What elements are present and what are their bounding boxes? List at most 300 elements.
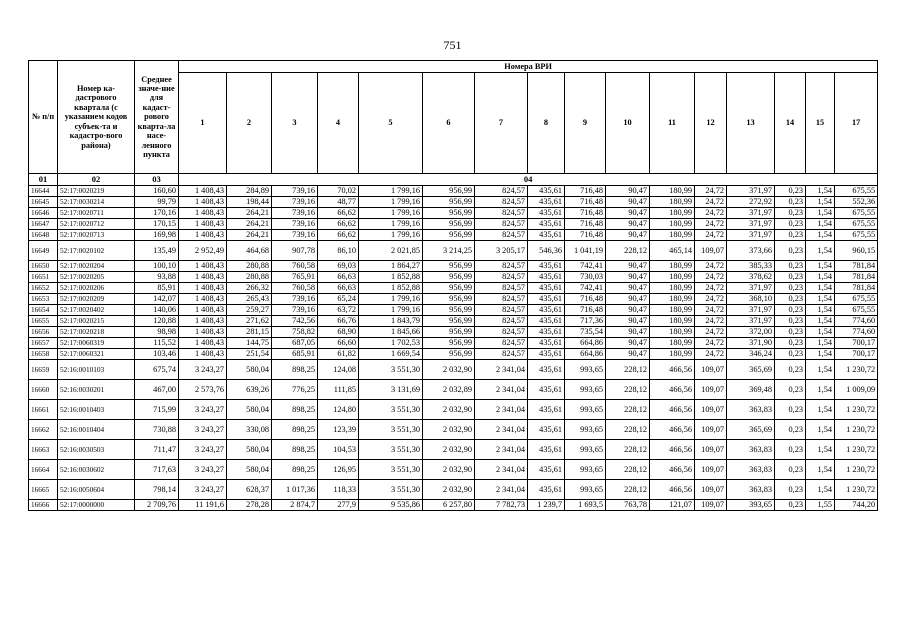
vri-10-cell: 228,12: [606, 420, 650, 440]
vri-17-cell: 781,84: [835, 261, 878, 272]
vri-14-cell: 0,23: [775, 197, 806, 208]
vri-15-cell: 1,54: [806, 338, 835, 349]
vri-15-cell: 1,55: [806, 500, 835, 511]
row-number-cell: 16663: [29, 440, 58, 460]
vri-3-cell: 739,16: [272, 197, 318, 208]
vri-9-cell: 993,65: [565, 480, 606, 500]
vri-9-cell: 993,65: [565, 360, 606, 380]
vri-8-cell: 435,61: [528, 327, 565, 338]
vri-14-cell: 0,23: [775, 186, 806, 197]
vri-17-cell: 781,84: [835, 283, 878, 294]
vri-2-cell: 580,04: [227, 360, 272, 380]
header-vri-3: 3: [272, 73, 318, 174]
vri-14-cell: 0,23: [775, 380, 806, 400]
vri-11-cell: 180,99: [650, 349, 695, 360]
vri-5-cell: 1 799,16: [359, 208, 423, 219]
average-value-cell: 730,88: [135, 420, 179, 440]
vri-7-cell: 2 341,04: [475, 480, 528, 500]
row-number-cell: 16665: [29, 480, 58, 500]
average-value-cell: 715,99: [135, 400, 179, 420]
vri-11-cell: 466,56: [650, 440, 695, 460]
vri-12-cell: 24,72: [695, 294, 727, 305]
vri-15-cell: 1,54: [806, 420, 835, 440]
vri-1-cell: 1 408,43: [179, 219, 227, 230]
vri-7-cell: 2 341,04: [475, 460, 528, 480]
vri-2-cell: 628,37: [227, 480, 272, 500]
table-row: [29, 440, 878, 460]
vri-8-cell: 435,61: [528, 197, 565, 208]
average-value-cell: 135,49: [135, 241, 179, 261]
vri-15-cell: 1,54: [806, 241, 835, 261]
vri-2-cell: 144,75: [227, 338, 272, 349]
header-vri-7: 7: [475, 73, 528, 174]
vri-1-cell: 11 191,6: [179, 500, 227, 511]
vri-7-cell: 7 782,73: [475, 500, 528, 511]
vri-3-cell: 898,25: [272, 460, 318, 480]
vri-11-cell: 180,99: [650, 272, 695, 283]
vri-12-cell: 109,07: [695, 440, 727, 460]
vri-8-cell: 435,61: [528, 460, 565, 480]
vri-2-cell: 580,04: [227, 460, 272, 480]
index-02: 02: [58, 174, 135, 186]
vri-5-cell: 3 131,69: [359, 380, 423, 400]
vri-13-cell: 368,10: [727, 294, 775, 305]
vri-4-cell: 66,63: [318, 283, 359, 294]
vri-12-cell: 109,07: [695, 400, 727, 420]
vri-1-cell: 1 408,43: [179, 294, 227, 305]
average-value-cell: 160,60: [135, 186, 179, 197]
cadastral-quarter-cell: 52:16:0030201: [58, 380, 135, 400]
vri-8-cell: 435,61: [528, 400, 565, 420]
average-value-cell: 467,00: [135, 380, 179, 400]
vri-8-cell: 435,61: [528, 440, 565, 460]
vri-13-cell: 378,62: [727, 272, 775, 283]
vri-2-cell: 265,43: [227, 294, 272, 305]
vri-17-cell: 1 230,72: [835, 440, 878, 460]
vri-11-cell: 180,99: [650, 305, 695, 316]
vri-12-cell: 24,72: [695, 230, 727, 241]
row-number-cell: 16661: [29, 400, 58, 420]
vri-10-cell: 90,47: [606, 349, 650, 360]
vri-13-cell: 371,97: [727, 316, 775, 327]
table-row: [29, 460, 878, 480]
vri-15-cell: 1,54: [806, 272, 835, 283]
vri-8-cell: 435,61: [528, 219, 565, 230]
vri-10-cell: 90,47: [606, 186, 650, 197]
vri-8-cell: 435,61: [528, 272, 565, 283]
header-vri-group: Номера ВРИ: [179, 61, 878, 73]
vri-17-cell: 675,55: [835, 219, 878, 230]
vri-4-cell: 124,80: [318, 400, 359, 420]
vri-10-cell: 763,78: [606, 500, 650, 511]
vri-3-cell: 898,25: [272, 360, 318, 380]
vri-1-cell: 3 243,27: [179, 360, 227, 380]
vri-7-cell: 2 341,04: [475, 440, 528, 460]
vri-6-cell: 956,99: [423, 305, 475, 316]
vri-12-cell: 109,07: [695, 360, 727, 380]
vri-1-cell: 3 243,27: [179, 440, 227, 460]
vri-2-cell: 264,21: [227, 208, 272, 219]
vri-11-cell: 466,56: [650, 380, 695, 400]
vri-9-cell: 993,65: [565, 400, 606, 420]
row-number-cell: 16662: [29, 420, 58, 440]
vri-9-cell: 664,86: [565, 349, 606, 360]
cadastral-quarter-cell: 52:17:0020218: [58, 327, 135, 338]
cadastral-quarter-cell: 52:17:0020204: [58, 261, 135, 272]
vri-10-cell: 90,47: [606, 316, 650, 327]
vri-3-cell: 687,05: [272, 338, 318, 349]
table-row: [29, 294, 878, 305]
row-number-cell: 16647: [29, 219, 58, 230]
vri-5-cell: 1 669,54: [359, 349, 423, 360]
vri-12-cell: 24,72: [695, 349, 727, 360]
vri-5-cell: 1 843,79: [359, 316, 423, 327]
vri-14-cell: 0,23: [775, 283, 806, 294]
vri-2-cell: 278,28: [227, 500, 272, 511]
table-row: [29, 380, 878, 400]
header-vri-6: 6: [423, 73, 475, 174]
vri-15-cell: 1,54: [806, 208, 835, 219]
vri-12-cell: 24,72: [695, 283, 727, 294]
vri-4-cell: 70,02: [318, 186, 359, 197]
vri-17-cell: 675,55: [835, 294, 878, 305]
vri-13-cell: 373,66: [727, 241, 775, 261]
table-row: [29, 230, 878, 241]
vri-6-cell: 956,99: [423, 327, 475, 338]
vri-6-cell: 2 032,89: [423, 380, 475, 400]
vri-14-cell: 0,23: [775, 294, 806, 305]
cadastral-quarter-cell: 52:17:0020219: [58, 186, 135, 197]
page-number: 751: [443, 38, 462, 52]
vri-15-cell: 1,54: [806, 283, 835, 294]
vri-2-cell: 251,54: [227, 349, 272, 360]
vri-8-cell: 435,61: [528, 338, 565, 349]
vri-14-cell: 0,23: [775, 420, 806, 440]
table-row: [29, 219, 878, 230]
cadastral-quarter-cell: 52:17:0020402: [58, 305, 135, 316]
vri-11-cell: 466,56: [650, 400, 695, 420]
vri-6-cell: 956,99: [423, 294, 475, 305]
vri-3-cell: 739,16: [272, 305, 318, 316]
vri-4-cell: 86,10: [318, 241, 359, 261]
vri-10-cell: 90,47: [606, 230, 650, 241]
header-vri-5: 5: [359, 73, 423, 174]
vri-12-cell: 24,72: [695, 338, 727, 349]
vri-2-cell: 281,15: [227, 327, 272, 338]
vri-8-cell: 435,61: [528, 230, 565, 241]
vri-8-cell: 435,61: [528, 261, 565, 272]
vri-6-cell: 6 257,80: [423, 500, 475, 511]
vri-13-cell: 363,83: [727, 480, 775, 500]
row-number-cell: 16652: [29, 283, 58, 294]
vri-13-cell: 393,65: [727, 500, 775, 511]
vri-5-cell: 1 799,16: [359, 305, 423, 316]
vri-10-cell: 90,47: [606, 327, 650, 338]
vri-10-cell: 228,12: [606, 440, 650, 460]
vri-5-cell: 3 551,30: [359, 460, 423, 480]
vri-14-cell: 0,23: [775, 208, 806, 219]
average-value-cell: 100,10: [135, 261, 179, 272]
vri-15-cell: 1,54: [806, 460, 835, 480]
vri-1-cell: 3 243,27: [179, 460, 227, 480]
vri-11-cell: 466,56: [650, 420, 695, 440]
average-value-cell: 115,52: [135, 338, 179, 349]
vri-14-cell: 0,23: [775, 440, 806, 460]
vri-12-cell: 109,07: [695, 480, 727, 500]
vri-3-cell: 898,25: [272, 400, 318, 420]
cadastral-quarter-cell: 52:16:0030503: [58, 440, 135, 460]
vri-8-cell: 435,61: [528, 360, 565, 380]
vri-3-cell: 742,56: [272, 316, 318, 327]
vri-5-cell: 1 852,88: [359, 283, 423, 294]
vri-2-cell: 284,89: [227, 186, 272, 197]
vri-15-cell: 1,54: [806, 186, 835, 197]
row-number-cell: 16666: [29, 500, 58, 511]
cadastral-quarter-cell: 52:16:0010404: [58, 420, 135, 440]
vri-6-cell: 956,99: [423, 230, 475, 241]
vri-6-cell: 956,99: [423, 272, 475, 283]
index-03: 03: [135, 174, 179, 186]
vri-8-cell: 435,61: [528, 186, 565, 197]
vri-13-cell: 371,97: [727, 305, 775, 316]
table-row: [29, 480, 878, 500]
vri-10-cell: 90,47: [606, 283, 650, 294]
vri-3-cell: 907,78: [272, 241, 318, 261]
vri-14-cell: 0,23: [775, 327, 806, 338]
vri-4-cell: 118,33: [318, 480, 359, 500]
vri-9-cell: 993,65: [565, 460, 606, 480]
vri-6-cell: 956,99: [423, 197, 475, 208]
average-value-cell: 99,79: [135, 197, 179, 208]
vri-1-cell: 3 243,27: [179, 480, 227, 500]
vri-6-cell: 2 032,90: [423, 440, 475, 460]
average-value-cell: 169,98: [135, 230, 179, 241]
vri-15-cell: 1,54: [806, 294, 835, 305]
row-number-cell: 16651: [29, 272, 58, 283]
vri-12-cell: 24,72: [695, 316, 727, 327]
vri-5-cell: 1 864,27: [359, 261, 423, 272]
header-vri-10: 10: [606, 73, 650, 174]
vri-13-cell: 363,83: [727, 460, 775, 480]
vri-13-cell: 371,97: [727, 283, 775, 294]
vri-12-cell: 24,72: [695, 186, 727, 197]
vri-6-cell: 956,99: [423, 349, 475, 360]
cadastral-quarter-cell: 52:17:0020205: [58, 272, 135, 283]
vri-15-cell: 1,54: [806, 400, 835, 420]
vri-8-cell: 435,61: [528, 349, 565, 360]
average-value-cell: 140,06: [135, 305, 179, 316]
vri-11-cell: 466,56: [650, 360, 695, 380]
vri-12-cell: 24,72: [695, 305, 727, 316]
row-number-cell: 16644: [29, 186, 58, 197]
vri-9-cell: 1 693,5: [565, 500, 606, 511]
vri-17-cell: 744,20: [835, 500, 878, 511]
row-number-cell: 16659: [29, 360, 58, 380]
vri-6-cell: 956,99: [423, 316, 475, 327]
vri-7-cell: 824,57: [475, 316, 528, 327]
vri-7-cell: 2 341,04: [475, 360, 528, 380]
vri-13-cell: 385,33: [727, 261, 775, 272]
vri-7-cell: 824,57: [475, 230, 528, 241]
average-value-cell: 711,47: [135, 440, 179, 460]
vri-7-cell: 824,57: [475, 294, 528, 305]
vri-17-cell: 700,17: [835, 338, 878, 349]
cadastral-quarter-cell: 52:17:0060319: [58, 338, 135, 349]
table-row: [29, 186, 878, 197]
vri-17-cell: 1 230,72: [835, 480, 878, 500]
vri-17-cell: 675,55: [835, 305, 878, 316]
vri-8-cell: 546,36: [528, 241, 565, 261]
vri-15-cell: 1,54: [806, 380, 835, 400]
vri-9-cell: 1 041,19: [565, 241, 606, 261]
vri-2-cell: 464,68: [227, 241, 272, 261]
vri-6-cell: 956,99: [423, 283, 475, 294]
vri-9-cell: 993,65: [565, 380, 606, 400]
index-04: 04: [179, 174, 878, 186]
vri-5-cell: 3 551,30: [359, 440, 423, 460]
vri-6-cell: 3 214,25: [423, 241, 475, 261]
vri-15-cell: 1,54: [806, 360, 835, 380]
vri-13-cell: 272,92: [727, 197, 775, 208]
vri-9-cell: 716,48: [565, 230, 606, 241]
vri-15-cell: 1,54: [806, 440, 835, 460]
vri-14-cell: 0,23: [775, 261, 806, 272]
average-value-cell: 85,91: [135, 283, 179, 294]
vri-1-cell: 1 408,43: [179, 283, 227, 294]
table-row: [29, 360, 878, 380]
vri-11-cell: 180,99: [650, 316, 695, 327]
vri-7-cell: 824,57: [475, 272, 528, 283]
vri-12-cell: 24,72: [695, 261, 727, 272]
vri-4-cell: 123,39: [318, 420, 359, 440]
vri-9-cell: 730,03: [565, 272, 606, 283]
vri-11-cell: 180,99: [650, 208, 695, 219]
row-number-cell: 16646: [29, 208, 58, 219]
vri-12-cell: 24,72: [695, 272, 727, 283]
vri-15-cell: 1,54: [806, 305, 835, 316]
vri-8-cell: 435,61: [528, 208, 565, 219]
vri-15-cell: 1,54: [806, 316, 835, 327]
cadastral-quarter-cell: 52:17:0000000: [58, 500, 135, 511]
vri-3-cell: 776,25: [272, 380, 318, 400]
vri-11-cell: 180,99: [650, 283, 695, 294]
vri-17-cell: 675,55: [835, 208, 878, 219]
vri-3-cell: 685,91: [272, 349, 318, 360]
vri-7-cell: 824,57: [475, 261, 528, 272]
vri-12-cell: 109,07: [695, 500, 727, 511]
vri-15-cell: 1,54: [806, 261, 835, 272]
vri-15-cell: 1,54: [806, 197, 835, 208]
row-number-cell: 16657: [29, 338, 58, 349]
vri-11-cell: 180,99: [650, 186, 695, 197]
header-vri-12: 12: [695, 73, 727, 174]
vri-1-cell: 2 952,49: [179, 241, 227, 261]
row-number-cell: 16664: [29, 460, 58, 480]
vri-9-cell: 716,48: [565, 294, 606, 305]
vri-14-cell: 0,23: [775, 272, 806, 283]
vri-9-cell: 717,36: [565, 316, 606, 327]
vri-3-cell: 760,58: [272, 261, 318, 272]
vri-3-cell: 739,16: [272, 219, 318, 230]
vri-5-cell: 1 799,16: [359, 219, 423, 230]
vri-11-cell: 180,99: [650, 219, 695, 230]
vri-13-cell: 363,83: [727, 400, 775, 420]
table-row: [29, 500, 878, 511]
vri-17-cell: 1 230,72: [835, 460, 878, 480]
vri-6-cell: 2 032,90: [423, 460, 475, 480]
table-row: [29, 327, 878, 338]
vri-2-cell: 580,04: [227, 440, 272, 460]
vri-11-cell: 180,99: [650, 338, 695, 349]
vri-3-cell: 739,16: [272, 294, 318, 305]
index-01: 01: [29, 174, 58, 186]
cadastral-quarter-cell: 52:16:0010103: [58, 360, 135, 380]
vri-11-cell: 180,99: [650, 294, 695, 305]
vri-1-cell: 1 408,43: [179, 305, 227, 316]
vri-3-cell: 1 017,36: [272, 480, 318, 500]
vri-5-cell: 1 799,16: [359, 197, 423, 208]
vri-5-cell: 3 551,30: [359, 360, 423, 380]
vri-5-cell: 9 535,86: [359, 500, 423, 511]
vri-13-cell: 369,48: [727, 380, 775, 400]
vri-8-cell: 435,61: [528, 420, 565, 440]
vri-3-cell: 739,16: [272, 230, 318, 241]
vri-11-cell: 180,99: [650, 327, 695, 338]
vri-7-cell: 824,57: [475, 327, 528, 338]
table-row: [29, 241, 878, 261]
cadastral-value-table: [28, 60, 878, 511]
vri-17-cell: 781,84: [835, 272, 878, 283]
vri-14-cell: 0,23: [775, 349, 806, 360]
vri-9-cell: 993,65: [565, 440, 606, 460]
cadastral-quarter-cell: 52:17:0020209: [58, 294, 135, 305]
average-value-cell: 798,14: [135, 480, 179, 500]
vri-1-cell: 3 243,27: [179, 400, 227, 420]
row-number-cell: 16660: [29, 380, 58, 400]
average-value-cell: 675,74: [135, 360, 179, 380]
vri-14-cell: 0,23: [775, 500, 806, 511]
average-value-cell: 93,88: [135, 272, 179, 283]
vri-5-cell: 1 845,66: [359, 327, 423, 338]
vri-15-cell: 1,54: [806, 219, 835, 230]
cadastral-quarter-cell: 52:17:0020713: [58, 230, 135, 241]
vri-1-cell: 1 408,43: [179, 197, 227, 208]
vri-5-cell: 1 799,16: [359, 294, 423, 305]
vri-10-cell: 228,12: [606, 360, 650, 380]
vri-4-cell: 63,72: [318, 305, 359, 316]
vri-8-cell: 435,61: [528, 380, 565, 400]
vri-10-cell: 228,12: [606, 400, 650, 420]
header-cadastral-quarter: Номер ка-дастрового квартала (с указанием кодов субъек-та и кадастро-вого района): [58, 61, 135, 174]
vri-13-cell: 371,97: [727, 208, 775, 219]
vri-4-cell: 124,08: [318, 360, 359, 380]
vri-4-cell: 277,9: [318, 500, 359, 511]
vri-10-cell: 90,47: [606, 272, 650, 283]
average-value-cell: 2 709,76: [135, 500, 179, 511]
vri-9-cell: 664,86: [565, 338, 606, 349]
vri-11-cell: 465,14: [650, 241, 695, 261]
vri-14-cell: 0,23: [775, 316, 806, 327]
vri-8-cell: 435,61: [528, 305, 565, 316]
table-row: [29, 261, 878, 272]
vri-10-cell: 90,47: [606, 305, 650, 316]
vri-3-cell: 765,91: [272, 272, 318, 283]
vri-8-cell: 435,61: [528, 283, 565, 294]
table-row: [29, 316, 878, 327]
vri-6-cell: 956,99: [423, 261, 475, 272]
vri-12-cell: 24,72: [695, 197, 727, 208]
vri-15-cell: 1,54: [806, 327, 835, 338]
